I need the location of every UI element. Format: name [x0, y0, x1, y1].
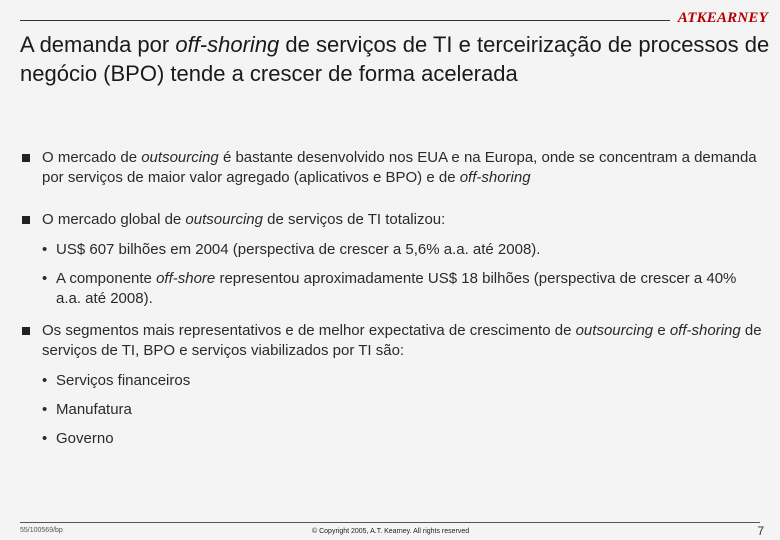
- sub-bullet-segment: • Governo: [42, 430, 114, 447]
- sub-bullet-offshore: • A componente off-shore representou aproximadamente US$ 18 bilhões (perspectiva de crescer a 40% a.a. até 2008).: [42, 270, 737, 307]
- document-code: 55/100569/bp: [20, 527, 63, 534]
- slide-body: [22, 148, 762, 449]
- dot-bullet-icon: •: [42, 241, 48, 258]
- header-rule: [20, 20, 670, 21]
- dot-bullet-icon: •: [42, 401, 48, 418]
- dot-bullet-icon: •: [42, 430, 48, 447]
- square-bullet-icon: [22, 154, 30, 162]
- sub-bullet-total: • US$ 607 bilhões em 2004 (perspectiva de crescer a 5,6% a.a. até 2008).: [42, 241, 541, 258]
- sub-bullet-segment: • Serviços financeiros: [42, 372, 191, 389]
- square-bullet-icon: [22, 216, 30, 224]
- bullet-segments: Os segmentos mais representativos e de melhor expectativa de crescimento de outsourcing e off-shoring de serviços de TI, BPO e serviços viabilizados por TI são:: [22, 321, 762, 361]
- bullet-global-market: O mercado global de outsourcing de serviços de TI totalizou:: [22, 210, 762, 230]
- dot-bullet-icon: •: [42, 270, 48, 287]
- footer-rule: [20, 522, 760, 523]
- copyright-notice: © Copyright 2005, A.T. Kearney. All rights reserved: [312, 528, 470, 535]
- sub-bullet-segment: • Manufatura: [42, 401, 132, 418]
- dot-bullet-icon: •: [42, 372, 48, 389]
- slide-title: A demanda por off-shoring de serviços de TI e terceirização de processos de negócio (BPO) tende a crescer de forma acelerada: [20, 32, 770, 86]
- company-logo: ATKEARNEY: [677, 10, 768, 26]
- bullet-outsourcing-market: O mercado de outsourcing é bastante desenvolvido nos EUA e na Europa, onde se concentram a demanda por serviços de maior valor agregado (aplicativos e BPO) e de off-shoring: [22, 148, 762, 188]
- page-number: 7: [757, 524, 764, 538]
- square-bullet-icon: [22, 327, 30, 335]
